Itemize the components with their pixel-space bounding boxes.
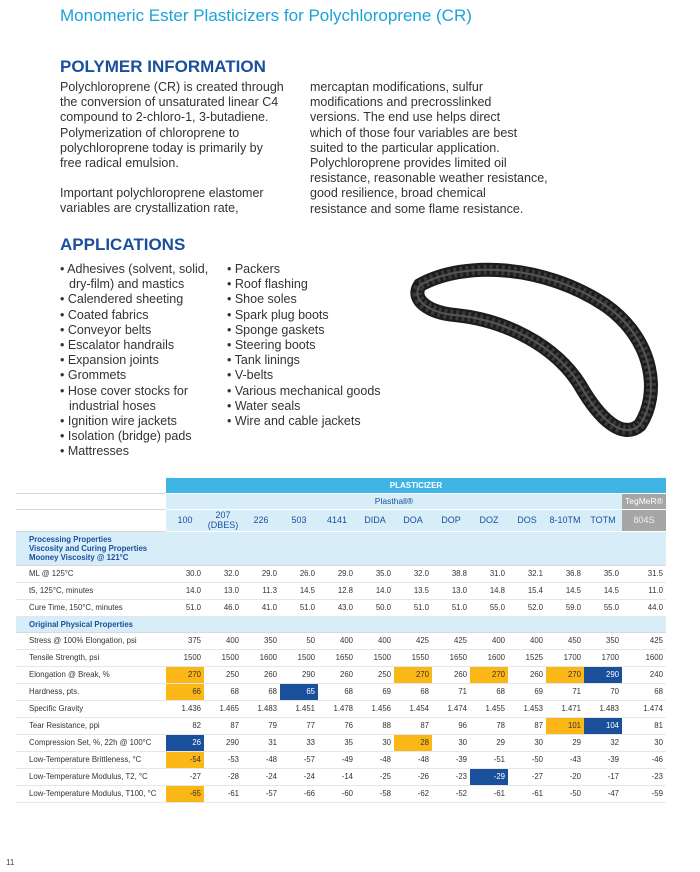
table-cell: 1.483 [242, 700, 280, 717]
table-row [16, 565, 666, 582]
table-cell: -58 [356, 785, 394, 802]
table-row [16, 700, 666, 717]
row-label: Low-Temperature Modulus, T2, °C [16, 768, 166, 785]
text-line: resistance, reasonable weather resistance, [310, 171, 548, 186]
table-cell: 425 [394, 632, 432, 649]
row-label: Hardness, pts. [16, 683, 166, 700]
plasthall-group: Plasthall® [166, 493, 622, 509]
table-cell: 13.5 [394, 582, 432, 599]
application-item: • Roof flashing [227, 277, 308, 292]
table-row [16, 582, 666, 599]
table-cell: 14.0 [356, 582, 394, 599]
table-cell: 425 [622, 632, 666, 649]
polymer-heading: POLYMER INFORMATION [60, 57, 266, 76]
table-cell: 26.0 [280, 565, 318, 582]
application-item: • Steering boots [227, 338, 316, 353]
table-cell: -27 [166, 768, 204, 785]
table-cell: 1.474 [432, 700, 470, 717]
table-cell: 68 [204, 683, 242, 700]
table-cell: 250 [356, 666, 394, 683]
table-cell: -25 [356, 768, 394, 785]
column-header: 226 [242, 509, 280, 531]
table-cell: 1.453 [508, 700, 546, 717]
table-cell: -23 [432, 768, 470, 785]
table-cell: 1525 [508, 649, 546, 666]
table-cell: 78 [470, 717, 508, 734]
table-cell: 55.0 [470, 599, 508, 616]
table-cell: 12.8 [318, 582, 356, 599]
table-cell: 59.0 [546, 599, 584, 616]
page-number: 11 [6, 858, 15, 867]
table-cell: -27 [508, 768, 546, 785]
table-cell: -14 [318, 768, 356, 785]
table-cell: -20 [546, 768, 584, 785]
application-item: • Hose cover stocks for industrial hoses [60, 383, 189, 413]
table-cell: 1.465 [204, 700, 242, 717]
row-label: Elongation @ Break, % [16, 666, 166, 683]
table-row [16, 751, 666, 768]
table-cell: 400 [508, 632, 546, 649]
table-cell: 87 [508, 717, 546, 734]
table-cell: 29 [470, 734, 508, 751]
text-line: polychloroprene today is primarily by [60, 140, 263, 155]
row-label: ML @ 125°C [16, 565, 166, 582]
table-cell: 13.0 [204, 582, 242, 599]
text-line: free radical emulsion. [60, 156, 179, 171]
table-cell: 70 [584, 683, 622, 700]
table-cell: 32.0 [204, 565, 242, 582]
table-cell: -53 [204, 751, 242, 768]
table-cell: -62 [394, 785, 432, 802]
application-item: • Isolation (bridge) pads [60, 429, 192, 444]
column-header: DIDA [356, 509, 394, 531]
table-cell: 270 [470, 666, 508, 683]
section-title: Processing Properties [29, 534, 112, 544]
table-cell: 1.455 [470, 700, 508, 717]
table-cell: 290 [280, 666, 318, 683]
table-cell: 35.0 [584, 565, 622, 582]
table-cell: -50 [546, 785, 584, 802]
table-cell: -39 [432, 751, 470, 768]
table-cell: -61 [204, 785, 242, 802]
row-label: Low-Temperature Modulus, T100, °C [16, 785, 166, 802]
table-cell: 400 [204, 632, 242, 649]
column-header: DOA [394, 509, 432, 531]
section-original: Original Physical Properties [16, 616, 666, 632]
table-cell: 71 [546, 683, 584, 700]
table-cell: 68 [318, 683, 356, 700]
table-row [16, 768, 666, 785]
table-row [16, 666, 666, 683]
tegmer-group: TegMeR® [622, 493, 666, 509]
application-item: • Spark plug boots [227, 307, 329, 322]
application-item: • Escalator handrails [60, 338, 175, 353]
table-cell: 28 [394, 734, 432, 751]
table-cell: 43.0 [318, 599, 356, 616]
table-cell: 13.0 [432, 582, 470, 599]
table-cell: -66 [280, 785, 318, 802]
text-line: variables are crystallization rate, [60, 201, 239, 216]
table-cell: -26 [394, 768, 432, 785]
application-item: • Expansion joints [60, 353, 159, 368]
table-cell: 69 [356, 683, 394, 700]
table-cell: -23 [622, 768, 666, 785]
table-cell: 400 [318, 632, 356, 649]
table-cell: 1500 [356, 649, 394, 666]
section-title: Viscosity and Curing Properties [29, 543, 148, 553]
table-cell: 71 [432, 683, 470, 700]
table-cell: 50.0 [356, 599, 394, 616]
table-cell: 82 [166, 717, 204, 734]
table-cell: -47 [584, 785, 622, 802]
table-cell: 51.0 [280, 599, 318, 616]
table-cell: 30 [508, 734, 546, 751]
table-row [16, 734, 666, 751]
table-blank [16, 493, 166, 509]
table-cell: 32.1 [508, 565, 546, 582]
table-blank [16, 509, 166, 531]
application-item: • Water seals [227, 398, 301, 413]
table-cell: -59 [622, 785, 666, 802]
page-title: Monomeric Ester Plasticizers for Polychloroprene (CR) [60, 6, 472, 25]
text-line: suited to the particular application. [310, 140, 500, 155]
table-cell: 104 [584, 717, 622, 734]
table-cell: 1700 [584, 649, 622, 666]
table-cell: 29 [546, 734, 584, 751]
table-cell: 1500 [204, 649, 242, 666]
table-cell: 1.436 [166, 700, 204, 717]
table-cell: -24 [280, 768, 318, 785]
table-cell: 46.0 [204, 599, 242, 616]
table-cell: -24 [242, 768, 280, 785]
table-cell: 26 [166, 734, 204, 751]
application-item: • Shoe soles [227, 292, 297, 307]
applications-list-1 [60, 262, 220, 460]
table-cell: 1600 [242, 649, 280, 666]
application-item: • Wire and cable jackets [227, 414, 361, 429]
table-cell: -48 [394, 751, 432, 768]
table-cell: 52.0 [508, 599, 546, 616]
column-header: 100 [166, 509, 204, 531]
table-cell: 36.8 [546, 565, 584, 582]
application-item: • Coated fabrics [60, 307, 149, 322]
table-cell: 50 [280, 632, 318, 649]
table-cell: 260 [318, 666, 356, 683]
column-header: DOS [508, 509, 546, 531]
table-cell: 30 [432, 734, 470, 751]
table-cell: 69 [508, 683, 546, 700]
table-cell: -39 [584, 751, 622, 768]
table-cell: 375 [166, 632, 204, 649]
table-cell: 30.0 [166, 565, 204, 582]
column-header: 503 [280, 509, 318, 531]
application-item: • Mattresses [60, 444, 129, 459]
table-cell: 14.5 [280, 582, 318, 599]
application-item: • Adhesives (solvent, solid, dry-film) and mastics [60, 262, 209, 292]
table-cell: -49 [318, 751, 356, 768]
table-cell: 1650 [432, 649, 470, 666]
applications-list-2 [227, 262, 387, 429]
table-row [16, 785, 666, 802]
table-cell: 1.483 [584, 700, 622, 717]
table-cell: 30 [622, 734, 666, 751]
table-cell: -48 [242, 751, 280, 768]
text-line: modifications and precrosslinked [310, 95, 492, 110]
table-cell: -65 [166, 785, 204, 802]
table-cell: -57 [280, 751, 318, 768]
table-cell: 33 [280, 734, 318, 751]
table-cell: 68 [622, 683, 666, 700]
application-item: • Conveyor belts [60, 322, 152, 337]
table-cell: 1.451 [280, 700, 318, 717]
column-header: 207 (DBES) [204, 509, 242, 531]
table-cell: 32.0 [394, 565, 432, 582]
table-cell: 1600 [622, 649, 666, 666]
table-cell: 31.0 [470, 565, 508, 582]
table-cell: 51.0 [432, 599, 470, 616]
table-cell: -61 [508, 785, 546, 802]
table-cell: 260 [508, 666, 546, 683]
table-cell: -60 [318, 785, 356, 802]
table-cell: 260 [432, 666, 470, 683]
table-cell: 1.471 [546, 700, 584, 717]
table-cell: 290 [584, 666, 622, 683]
table-cell: 38.8 [432, 565, 470, 582]
application-item: • Tank linings [227, 353, 300, 368]
text-line: good resilience, broad chemical [310, 186, 486, 201]
table-cell: 14.5 [546, 582, 584, 599]
table-cell: 31.5 [622, 565, 666, 582]
table-cell: 1.456 [356, 700, 394, 717]
column-header: 4141 [318, 509, 356, 531]
table-cell: 68 [394, 683, 432, 700]
table-cell: -29 [470, 768, 508, 785]
table-cell: -28 [204, 768, 242, 785]
table-cell: 270 [394, 666, 432, 683]
table-cell: 14.5 [584, 582, 622, 599]
table-row [16, 649, 666, 666]
table-cell: 1650 [318, 649, 356, 666]
table-cell: -48 [356, 751, 394, 768]
row-label: Tear Resistance, ppi [16, 717, 166, 734]
table-row [16, 599, 666, 616]
table-cell: 400 [356, 632, 394, 649]
table-cell: -43 [546, 751, 584, 768]
applications-heading: APPLICATIONS [60, 235, 186, 254]
text-line: versions. The end use helps direct [310, 110, 501, 125]
table-cell: 66 [166, 683, 204, 700]
table-cell: 96 [432, 717, 470, 734]
table-cell: -52 [432, 785, 470, 802]
application-item: • Grommets [60, 368, 127, 383]
polymer-text-col1 [60, 80, 300, 217]
row-label: Tensile Strength, psi [16, 649, 166, 666]
table-cell: 31 [242, 734, 280, 751]
column-header: DOP [432, 509, 470, 531]
table-cell: 29.0 [318, 565, 356, 582]
table-cell: 35.0 [356, 565, 394, 582]
row-label: Specific Gravity [16, 700, 166, 717]
table-cell: 81 [622, 717, 666, 734]
plasticizer-header: PLASTICIZER [166, 478, 666, 493]
timing-belt-image [395, 245, 675, 445]
table-cell: 11.3 [242, 582, 280, 599]
text-line: Polymerization of chloroprene to [60, 125, 240, 140]
table-cell: 450 [546, 632, 584, 649]
table-cell: 14.0 [166, 582, 204, 599]
column-header: DOZ [470, 509, 508, 531]
section-processing [16, 531, 666, 565]
text-line: resistance and some flame resistance. [310, 201, 524, 216]
text-line: the conversion of unsaturated linear C4 [60, 95, 279, 110]
row-label: Stress @ 100% Elongation, psi [16, 632, 166, 649]
section-title: Mooney Viscosity @ 121°C [29, 552, 129, 562]
table-cell: 32 [584, 734, 622, 751]
table-cell: 79 [242, 717, 280, 734]
table-cell: 51.0 [166, 599, 204, 616]
table-cell: 76 [318, 717, 356, 734]
row-label: Low-Temperature Brittleness, °C [16, 751, 166, 768]
application-item: • Various mechanical goods [227, 383, 381, 398]
table-cell: 55.0 [584, 599, 622, 616]
table-cell: 11.0 [622, 582, 666, 599]
table-cell: 77 [280, 717, 318, 734]
table-cell: 350 [584, 632, 622, 649]
text-line: Important polychloroprene elastomer [60, 186, 264, 201]
table-cell: 35 [318, 734, 356, 751]
table-cell: 1500 [280, 649, 318, 666]
table-cell: 30 [356, 734, 394, 751]
table-cell: 1.454 [394, 700, 432, 717]
table-cell: 1700 [546, 649, 584, 666]
table-cell: 15.4 [508, 582, 546, 599]
table-cell: 1550 [394, 649, 432, 666]
table-blank [16, 478, 166, 493]
application-item: • Packers [227, 262, 281, 276]
table-cell: 400 [470, 632, 508, 649]
text-line: mercaptan modifications, sulfur [310, 80, 483, 94]
table-cell: 44.0 [622, 599, 666, 616]
table-cell: 260 [242, 666, 280, 683]
table-cell: -61 [470, 785, 508, 802]
table-cell: 1500 [166, 649, 204, 666]
row-label: Compression Set, %, 22h @ 100°C [16, 734, 166, 751]
table-cell: 350 [242, 632, 280, 649]
text-line: Polychloroprene provides limited oil [310, 156, 507, 171]
table-cell: 87 [394, 717, 432, 734]
application-item: • V-belts [227, 368, 274, 383]
table-cell: 14.8 [470, 582, 508, 599]
table-cell: 51.0 [394, 599, 432, 616]
table-cell: 425 [432, 632, 470, 649]
table-cell: 250 [204, 666, 242, 683]
table-cell: -57 [242, 785, 280, 802]
table-cell: 290 [204, 734, 242, 751]
table-cell: -50 [508, 751, 546, 768]
row-label: t5, 125°C, minutes [16, 582, 166, 599]
column-header: 8-10TM [546, 509, 584, 531]
table-cell: 88 [356, 717, 394, 734]
table-cell: 101 [546, 717, 584, 734]
table-row [16, 717, 666, 734]
application-item: • Calendered sheeting [60, 292, 184, 307]
table-row [16, 632, 666, 649]
table-cell: 270 [166, 666, 204, 683]
table-row [16, 683, 666, 700]
text-line: Polychloroprene (CR) is created through [60, 80, 284, 94]
text-line: compound to 2-chloro-1, 3-butadiene. [60, 110, 269, 125]
text-line: which of those four variables are best [310, 125, 518, 140]
table-cell: 270 [546, 666, 584, 683]
plasticizer-table [16, 478, 666, 803]
table-cell: 29.0 [242, 565, 280, 582]
table-cell: 87 [204, 717, 242, 734]
table-cell: -54 [166, 751, 204, 768]
table-cell: 1.474 [622, 700, 666, 717]
table-cell: 68 [470, 683, 508, 700]
polymer-text-col2 [310, 80, 560, 217]
table-cell: 41.0 [242, 599, 280, 616]
table-cell: 1.478 [318, 700, 356, 717]
table-cell: 65 [280, 683, 318, 700]
table-cell: 1600 [470, 649, 508, 666]
table-cell: -51 [470, 751, 508, 768]
column-header: TOTM [584, 509, 622, 531]
text-line [60, 171, 300, 186]
application-item: • Sponge gaskets [227, 322, 325, 337]
table-cell: 240 [622, 666, 666, 683]
application-item: • Ignition wire jackets [60, 414, 177, 429]
column-header: 804S [622, 509, 666, 531]
row-label: Cure Time, 150°C, minutes [16, 599, 166, 616]
table-cell: -17 [584, 768, 622, 785]
table-cell: -46 [622, 751, 666, 768]
table-cell: 68 [242, 683, 280, 700]
